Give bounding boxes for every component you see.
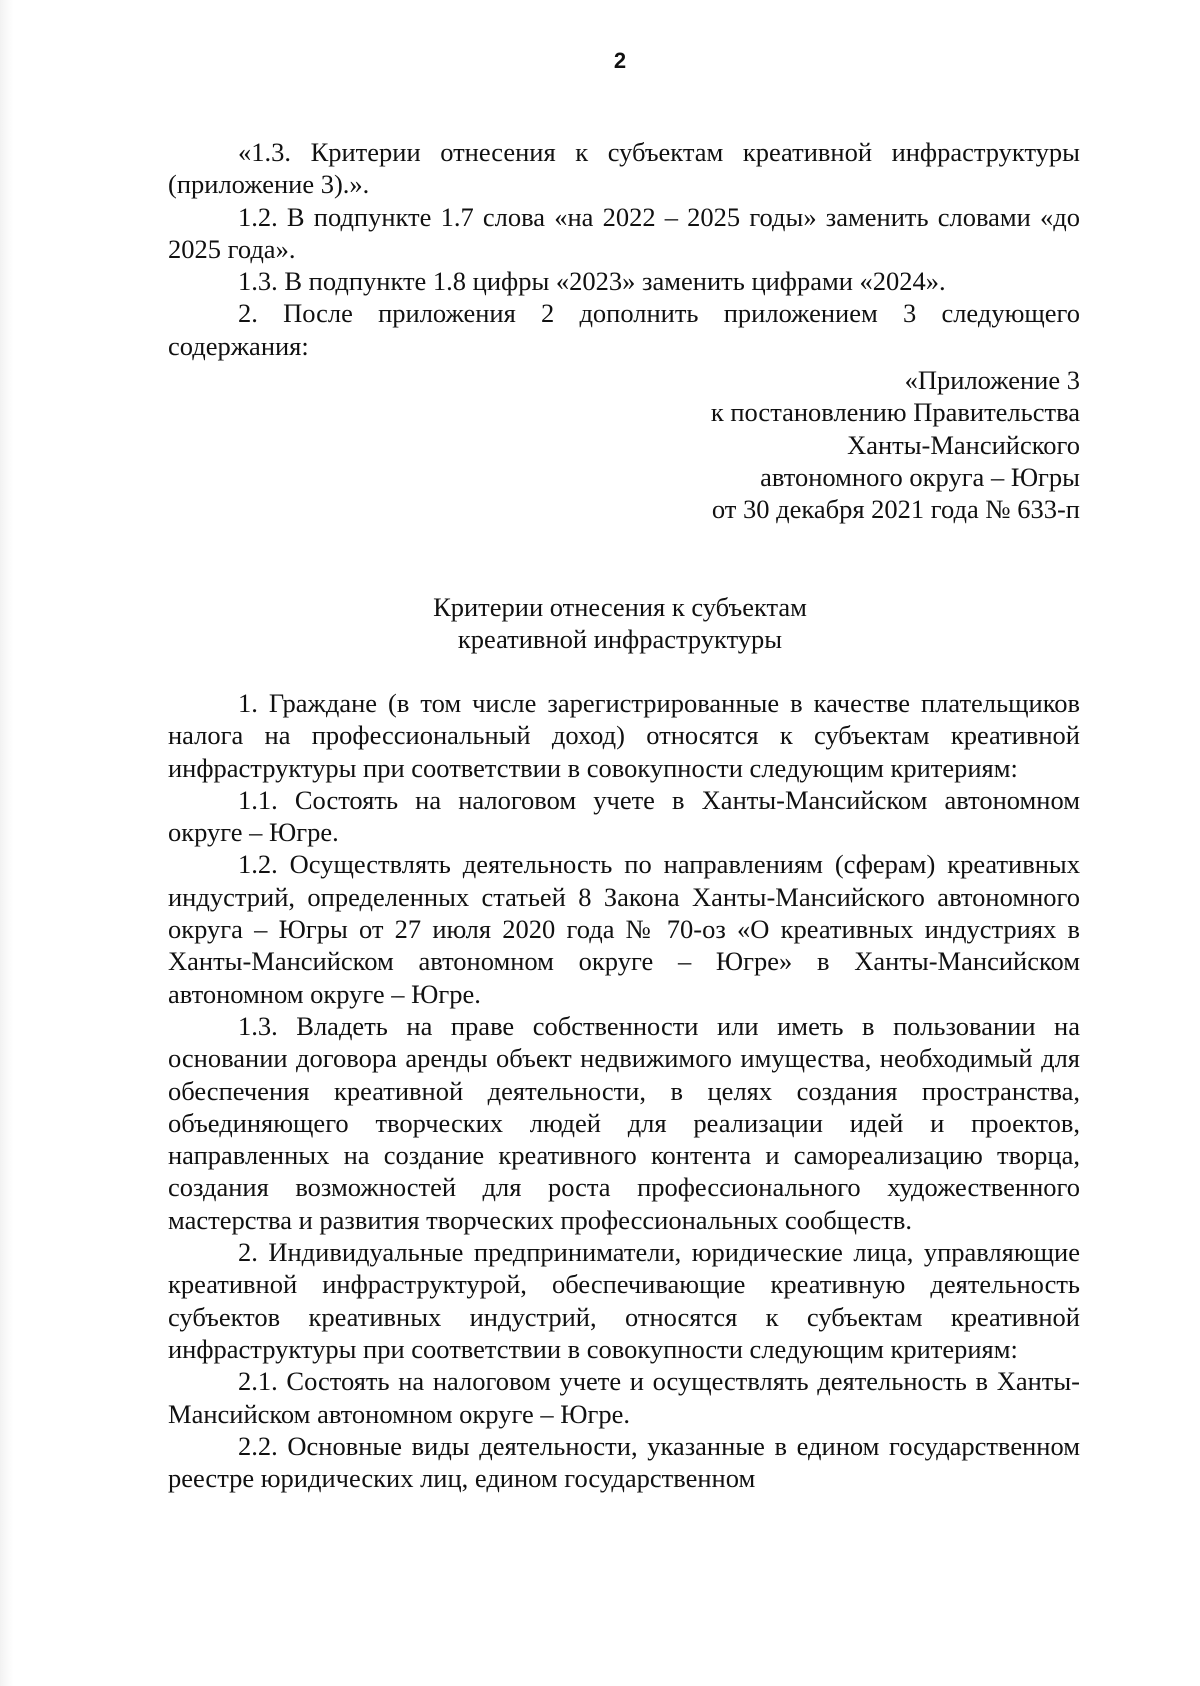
criteria-section (168, 687, 1080, 1494)
amendment-paragraph: 1.3. В подпункте 1.8 цифры «2023» заменить цифрами «2024». (238, 266, 946, 297)
criteria-paragraph: 2. Индивидуальные предприниматели, юридические лица, управляющие креативной инфраструктурой, обеспечивающие креативную деятельность субъектов креативных индустрий, относятся к субъектам креативной инфраструктуры при соответствии в совокупности следующим критериям: (168, 1237, 1080, 1364)
title-line: Критерии отнесения к субъектам (433, 592, 807, 622)
appendix-header (600, 364, 1080, 525)
appendix-line: «Приложение 3 (904, 365, 1080, 395)
criteria-paragraph: 2.2. Основные виды деятельности, указанные в едином государственном реестре юридических лиц, едином государственном (168, 1430, 1080, 1494)
appendix-line: к постановлению Правительства (710, 397, 1080, 428)
page-number: 2 (613, 48, 627, 73)
scan-edge-shadow (0, 0, 14, 1686)
criteria-paragraph: 1. Граждане (в том числе зарегистрированные в качестве плательщиков налога на профессиональный доход) относятся к субъектам креативной инфраструктуры при соответствии в совокупности следующим критериям: (168, 688, 1080, 783)
amendment-paragraph: «1.3. Критерии отнесения к субъектам креативной инфраструктуры (приложение 3).». (168, 137, 1080, 200)
appendix-line: автономного округа – Югры (760, 461, 1080, 492)
amendment-section (168, 136, 1080, 362)
amendment-paragraph: 1.2. В подпункте 1.7 слова «на 2022 – 2025 годы» заменить словами «до 2025 года». (168, 201, 1080, 264)
criteria-paragraph: 1.1. Состоять на налоговом учете в Ханты-Мансийском автономном округе – Югре. (168, 784, 1080, 848)
document-title (360, 591, 880, 656)
title-line: креативной инфраструктуры (457, 624, 783, 655)
criteria-paragraph: 1.2. Осуществлять деятельность по направлениям (сферам) креативных индустрий, определенных статьей 8 Закона Ханты-Мансийского автономного округа – Югры от 27 июля 2020 года № 70-оз «О креативных индустриях в Ханты-Мансийском автономном округе – Югре» в Ханты-Мансийском автономном округе – Югре. (168, 849, 1080, 1009)
amendment-paragraph: 2. После приложения 2 дополнить приложением 3 следующего содержания: (168, 298, 1080, 361)
appendix-line: от 30 декабря 2021 года № 633-п (711, 494, 1080, 525)
criteria-paragraph: 2.1. Состоять на налоговом учете и осуществлять деятельность в Ханты-Мансийском автономном округе – Югре. (168, 1366, 1080, 1429)
appendix-line: Ханты-Мансийского (847, 429, 1080, 460)
criteria-paragraph: 1.3. Владеть на праве собственности или иметь в пользовании на основании договора аренды объект недвижимого имущества, необходимый для обеспечения креативной деятельности, в целях создания пространства, объединяющего творческих людей для реализации идей и проектов, направленных на создание креативного контента и самореализацию творца, создания возможностей для роста профессионального художественного мастерства и развития творческих профессиональных сообществ. (168, 1010, 1080, 1235)
